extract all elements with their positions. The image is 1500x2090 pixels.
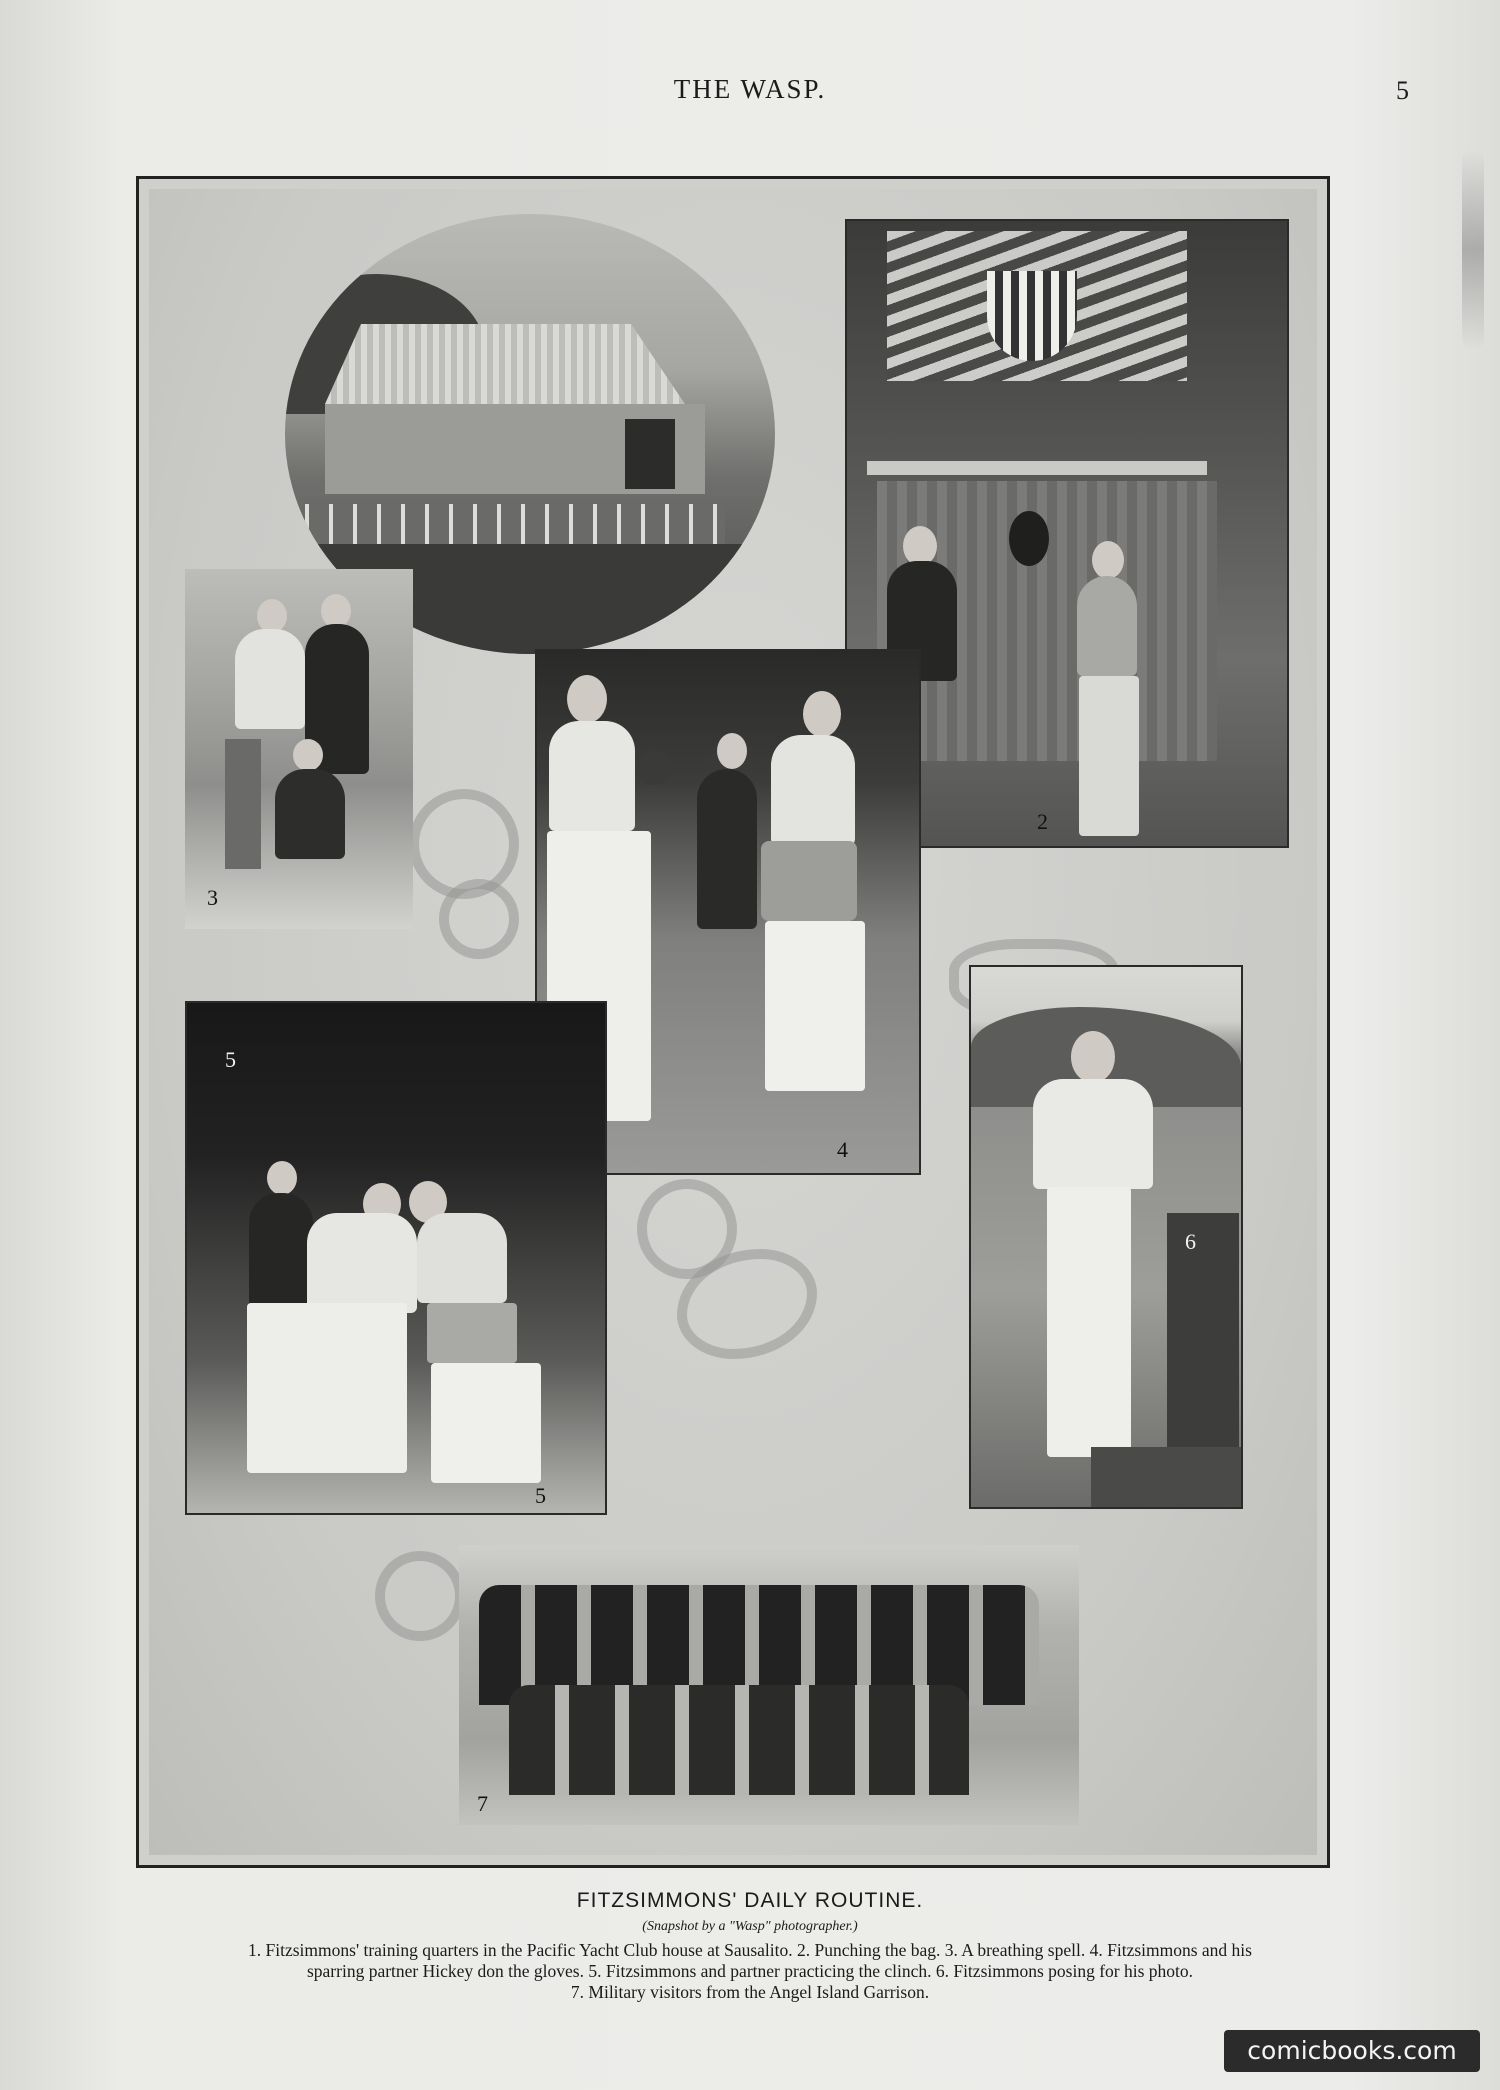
- boxer-torso: [1077, 576, 1137, 676]
- hickey-legs: [765, 921, 865, 1091]
- photo-number: 4: [837, 1137, 848, 1162]
- caption-line: sparring partner Hickey don the gloves. 5. Fitzsimmons and partner practicing the clinch. 6. Fitzsimmons posing for his photo.: [306, 1961, 1194, 1981]
- referee-body: [697, 769, 757, 929]
- site-watermark: comicbooks.com: [1224, 2030, 1480, 2072]
- hickey-head: [803, 691, 841, 737]
- man-3-head: [293, 739, 323, 771]
- boxer-b-shorts: [427, 1303, 517, 1363]
- boxer-a-torso: [307, 1213, 417, 1313]
- piling: [225, 739, 261, 869]
- hickey-shorts: [761, 841, 857, 921]
- boathouse-door: [625, 419, 675, 489]
- caption-line: 7. Military visitors from the Angel Island Garrison.: [570, 1982, 930, 2002]
- photo-3-breathing-spell: [185, 569, 413, 929]
- fitzsimmons-head: [567, 675, 607, 723]
- photo-number: 5: [535, 1483, 546, 1508]
- photo-6-posing: [969, 965, 1243, 1509]
- boathouse-roof: [325, 324, 685, 404]
- fitzsimmons-torso: [549, 721, 635, 831]
- fitzsimmons-trousers: [1047, 1187, 1131, 1457]
- page-number: 5: [1396, 76, 1409, 105]
- caption-line: 1. Fitzsimmons' training quarters in the Pacific Yacht Club house at Sausalito. 2. Punching the bag. 3. A breathing spell. 4. Fitzsimmons and his: [248, 1940, 1252, 1960]
- photo-plate: [136, 176, 1330, 1868]
- trainer-head: [903, 526, 937, 566]
- man-2-head: [321, 594, 351, 628]
- boxer-b-legs: [431, 1363, 541, 1483]
- boxer-legs: [1079, 676, 1139, 836]
- man-1-head: [257, 599, 287, 633]
- photo-number: 6: [1185, 1229, 1196, 1254]
- second-head: [267, 1161, 297, 1195]
- punching-bag: [1009, 511, 1049, 566]
- scroll-ornament: [439, 879, 519, 959]
- pier: [305, 504, 725, 544]
- caption-text: [56, 1940, 1444, 2003]
- boxer-b-torso: [417, 1213, 507, 1303]
- fitzsimmons-sweater: [1033, 1079, 1153, 1189]
- boxer-a-legs: [247, 1303, 407, 1473]
- running-head: THE WASP.: [673, 74, 827, 104]
- photo-credit: (Snapshot by a "Wasp" photographer.): [642, 1919, 858, 1934]
- soldiers-front-row: [509, 1685, 969, 1795]
- scroll-ornament: [375, 1551, 465, 1641]
- caption-title: FITZSIMMONS' DAILY ROUTINE.: [576, 1889, 924, 1912]
- photo-number-top: 5: [225, 1047, 236, 1072]
- hickey-torso: [771, 735, 855, 845]
- referee-head: [717, 733, 747, 769]
- glove-left: [637, 751, 671, 785]
- dock-piling: [1167, 1213, 1239, 1475]
- photo-7-military-visitors: [459, 1545, 1079, 1825]
- photo-number: 3: [207, 885, 218, 910]
- photo-number: 7: [477, 1791, 488, 1816]
- photo-5-clinch: [185, 1001, 607, 1515]
- fitzsimmons-head: [1071, 1031, 1115, 1083]
- binding-shadow: [1462, 150, 1484, 350]
- photo-number: 2: [1037, 809, 1048, 834]
- man-3-body: [275, 769, 345, 859]
- dock: [1091, 1447, 1241, 1507]
- boxer-head: [1092, 541, 1124, 579]
- shield: [987, 271, 1077, 361]
- bag-frame: [867, 461, 1207, 475]
- man-1-sweater: [235, 629, 305, 729]
